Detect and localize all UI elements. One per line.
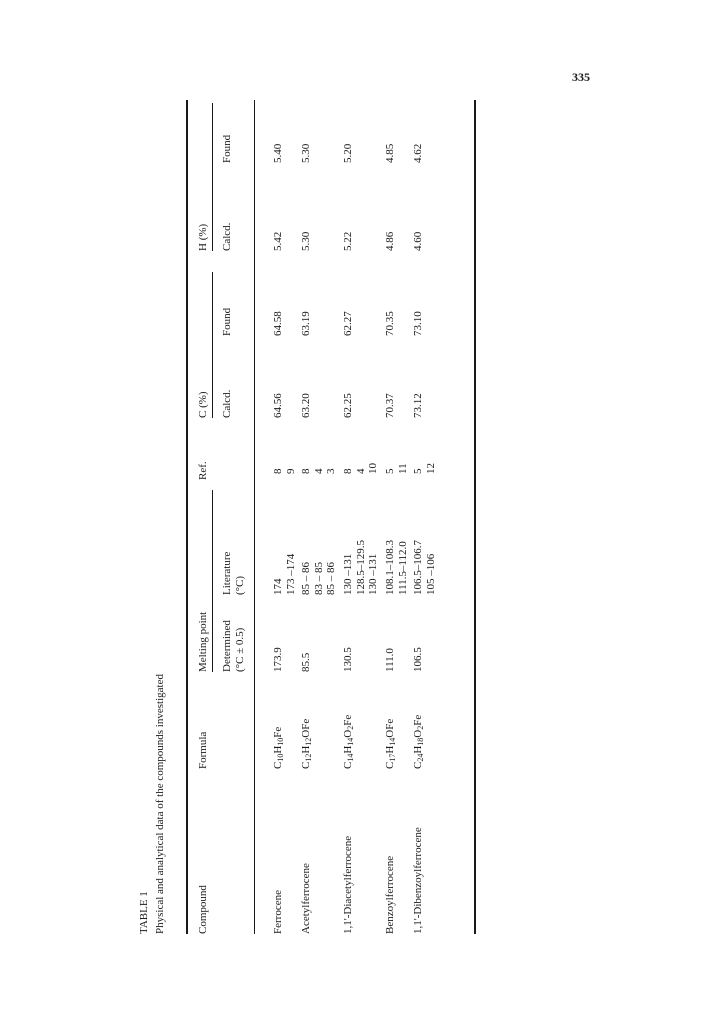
table-top-rule <box>186 100 188 934</box>
reference-numbers <box>272 469 297 475</box>
carbon-calculated: 63.20 <box>300 393 312 418</box>
reference-number: 9 <box>284 468 297 474</box>
chemical-formula: $C_{12}H_{12}OFe$ <box>300 718 313 769</box>
reference-number: 4 <box>354 468 367 474</box>
h-percent-group-rule <box>212 103 213 251</box>
reference-number: 4 <box>312 468 325 474</box>
hydrogen-found: 5.30 <box>300 143 312 163</box>
header-formula: Formula <box>197 731 209 769</box>
literature-value: 108.1–108.3 <box>384 540 396 595</box>
header-h-found: Found <box>221 134 233 163</box>
literature-value: 83 – 85 <box>312 562 325 595</box>
header-h-percent: H (%) <box>197 223 209 251</box>
compound-name: Benzoylferrocene <box>384 855 396 934</box>
reference-number: 5 <box>384 468 396 474</box>
melting-point-group-rule <box>212 490 213 672</box>
compound-name: 1,1'-Diacetylferrocene <box>342 835 354 934</box>
page-number: 335 <box>572 70 590 84</box>
literature-value: 128.5–129.5 <box>354 540 367 595</box>
reference-number: 8 <box>300 468 312 474</box>
reference-numbers <box>384 463 409 474</box>
melting-point-determined: 130.5 <box>342 647 354 672</box>
reference-numbers <box>342 463 380 474</box>
literature-value: 130 –131 <box>342 553 354 595</box>
chemical-formula: $C_{10}H_{10}Fe$ <box>272 726 285 769</box>
carbon-calculated: 64.56 <box>272 393 284 418</box>
literature-value: 105 –106 <box>424 553 437 595</box>
literature-value: 85 – 86 <box>300 562 312 595</box>
melting-point-literature <box>342 540 380 595</box>
melting-point-determined: 111.0 <box>384 648 396 672</box>
carbon-found: 70.35 <box>384 311 396 336</box>
melting-point-literature <box>272 554 297 595</box>
chemical-formula: $C_{17}H_{14}OFe$ <box>384 718 397 769</box>
compound-name: Acetylferrocene <box>300 863 312 934</box>
reference-number: 12 <box>424 463 437 474</box>
hydrogen-calculated: 5.30 <box>300 231 312 251</box>
chemical-formula: $C_{14}H_{14}O_2Fe$ <box>342 714 355 769</box>
literature-value: 130 –131 <box>367 553 380 595</box>
header-c-found: Found <box>221 307 233 336</box>
hydrogen-calculated: 5.42 <box>272 231 284 251</box>
compound-name: 1,1'-Dibenzoylferrocene <box>412 827 424 934</box>
table-label: TABLE 1 <box>138 891 150 934</box>
reference-number: 3 <box>325 468 338 474</box>
header-literature-1: Literature <box>221 551 233 595</box>
hydrogen-calculated: 4.60 <box>412 231 424 251</box>
hydrogen-found: 5.20 <box>342 143 354 163</box>
header-ref: Ref. <box>197 461 209 480</box>
melting-point-determined: 173.9 <box>272 647 284 672</box>
header-c-calcd: Calcd. <box>221 389 233 418</box>
melting-point-literature <box>412 540 437 595</box>
literature-value: 174 <box>272 578 284 595</box>
carbon-calculated: 62.25 <box>342 393 354 418</box>
header-c-percent: C (%) <box>197 391 209 418</box>
melting-point-determined: 85.5 <box>300 652 312 672</box>
carbon-calculated: 70.37 <box>384 393 396 418</box>
c-percent-group-rule <box>212 272 213 418</box>
header-h-calcd: Calcd. <box>221 222 233 251</box>
header-compound: Compound <box>197 885 209 934</box>
carbon-found: 73.10 <box>412 311 424 336</box>
reference-numbers <box>412 463 437 474</box>
hydrogen-found: 5.40 <box>272 143 284 163</box>
carbon-found: 63.19 <box>300 311 312 336</box>
compound-name: Ferrocene <box>272 890 284 934</box>
carbon-found: 64.58 <box>272 311 284 336</box>
literature-value: 85 – 86 <box>325 562 338 595</box>
header-determined-1: Determined <box>221 620 233 672</box>
hydrogen-found: 4.62 <box>412 143 424 163</box>
table-caption: Physical and analytical data of the compounds investigated <box>154 674 166 934</box>
melting-point-determined: 106.5 <box>412 647 424 672</box>
header-determined-2: (°C ± 0.5) <box>234 627 246 672</box>
rotated-table-frame <box>134 96 478 934</box>
hydrogen-found: 4.85 <box>384 143 396 163</box>
table-header-rule <box>254 100 255 934</box>
hydrogen-calculated: 5.22 <box>342 231 354 251</box>
reference-number: 8 <box>272 468 284 474</box>
carbon-calculated: 73.12 <box>412 393 424 418</box>
table-bottom-rule <box>474 100 476 934</box>
header-melting-point: Melting point <box>197 611 209 672</box>
reference-number: 11 <box>396 463 409 474</box>
header-literature-2: (°C) <box>234 575 246 595</box>
melting-point-literature <box>384 540 409 595</box>
reference-numbers <box>300 469 338 475</box>
carbon-found: 62.27 <box>342 311 354 336</box>
literature-value: 106.5–106.7 <box>412 540 424 595</box>
melting-point-literature <box>300 562 338 595</box>
reference-number: 10 <box>367 463 380 474</box>
hydrogen-calculated: 4.86 <box>384 231 396 251</box>
reference-number: 8 <box>342 468 354 474</box>
literature-value: 173 –174 <box>284 553 297 595</box>
chemical-formula: $C_{24}H_{18}O_2Fe$ <box>412 714 425 769</box>
literature-value: 111.5–112.0 <box>396 541 409 595</box>
data-table <box>134 96 478 934</box>
reference-number: 5 <box>412 468 424 474</box>
